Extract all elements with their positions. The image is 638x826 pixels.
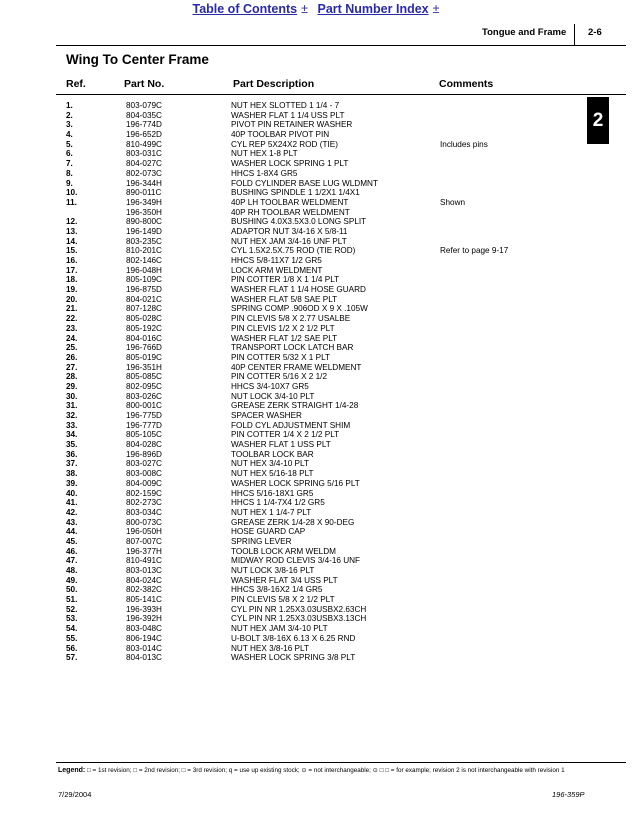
- row-ref: 31.: [66, 401, 78, 411]
- row-comment: Refer to page 9-17: [440, 246, 509, 256]
- row-description: NUT HEX JAM 3/4-16 UNF PLT: [231, 236, 347, 246]
- table-row: [0, 508, 638, 518]
- row-ref: 27.: [66, 362, 78, 372]
- table-row: [0, 237, 638, 247]
- table-row: [0, 382, 638, 392]
- row-ref: 41.: [66, 498, 78, 508]
- row-ref: 16.: [66, 256, 78, 265]
- row-ref: 4.: [66, 130, 73, 140]
- table-row: [0, 111, 638, 121]
- row-part-number: 804-021C: [126, 294, 162, 304]
- row-ref: 17.: [66, 265, 78, 275]
- row-ref: 36.: [66, 449, 78, 459]
- row-ref: 53.: [66, 614, 78, 624]
- row-ref: 20.: [66, 294, 78, 304]
- row-ref: 32.: [66, 411, 78, 420]
- table-row: [0, 353, 638, 363]
- table-row: [0, 227, 638, 237]
- row-part-number: 196-652D: [126, 130, 162, 140]
- row-description: SPACER WASHER: [231, 411, 302, 420]
- row-ref: 47.: [66, 556, 78, 566]
- row-ref: 5.: [66, 139, 73, 149]
- row-ref: 49.: [66, 575, 78, 585]
- table-row: [0, 411, 638, 421]
- row-description: NUT HEX 1 1/4-7 PLT: [231, 507, 312, 517]
- table-row: [0, 324, 638, 334]
- row-part-number: 802-146C: [126, 256, 162, 265]
- row-ref: 22.: [66, 314, 78, 324]
- row-part-number: 805-109C: [126, 275, 162, 285]
- table-row: [0, 372, 638, 382]
- table-row: [0, 169, 638, 179]
- row-description: PIN COTTER 5/32 X 1 PLT: [231, 352, 331, 362]
- row-description: TOOLBAR LOCK BAR: [231, 449, 314, 459]
- table-row: [0, 149, 638, 159]
- row-ref: 28.: [66, 372, 78, 382]
- table-row: [0, 430, 638, 440]
- row-ref: 7.: [66, 159, 73, 169]
- row-part-number: 803-014C: [126, 643, 162, 653]
- table-row: [0, 556, 638, 566]
- row-part-number: 196-149D: [126, 226, 162, 236]
- table-row: [0, 576, 638, 586]
- row-ref: 21.: [66, 304, 78, 314]
- row-ref: 24.: [66, 333, 78, 343]
- table-row: [0, 479, 638, 489]
- row-part-number: 805-141C: [126, 595, 162, 605]
- row-description: PIN COTTER 5/16 X 2 1/2: [231, 372, 328, 382]
- table-row: [0, 246, 638, 256]
- part-number-index-link[interactable]: Part Number Index: [317, 2, 429, 16]
- row-part-number: 804-027C: [126, 159, 162, 169]
- row-part-number: 196-875D: [126, 285, 162, 295]
- plus-minus-icon[interactable]: ±: [301, 2, 308, 16]
- table-row: [0, 188, 638, 198]
- row-part-number: 196-344H: [126, 178, 162, 188]
- row-description: WASHER FLAT 5/8 SAE PLT: [231, 294, 338, 304]
- table-row: [0, 421, 638, 431]
- row-description: PIN COTTER 1/8 X 1 1/4 PLT: [231, 275, 340, 285]
- row-part-number: 802-073C: [126, 168, 162, 178]
- table-row: [0, 314, 638, 324]
- row-description: MIDWAY ROD CLEVIS 3/4-16 UNF: [231, 556, 361, 566]
- row-part-number: 802-382C: [126, 585, 162, 595]
- row-part-number: 890-011C: [126, 188, 162, 198]
- bottom-rule: [56, 762, 626, 763]
- row-part-number: 800-073C: [126, 517, 162, 527]
- row-part-number: 805-019C: [126, 352, 162, 362]
- column-header-comments: Comments: [439, 78, 494, 90]
- row-ref: 48.: [66, 566, 78, 575]
- row-ref: 51.: [66, 595, 78, 605]
- parts-table: [0, 101, 638, 663]
- row-ref: 30.: [66, 391, 78, 401]
- row-part-number: 810-491C: [126, 556, 162, 566]
- row-ref: 37.: [66, 459, 78, 469]
- row-description: 40P CENTER FRAME WELDMENT: [231, 362, 362, 372]
- row-part-number: 805-192C: [126, 323, 162, 333]
- row-comment: Includes pins: [440, 139, 488, 149]
- row-part-number: 196-351H: [126, 362, 162, 372]
- row-ref: 9.: [66, 178, 73, 188]
- legend-text: □ = 1st revision; □ = 2nd revision; □ = 3rd revision; q = use up existing stock; ⊙ = not interchangeable; ⊙ □ □ = for example; revision 2 is not interchangeable with revision 1: [86, 767, 565, 774]
- row-part-number: 196-377H: [126, 546, 162, 556]
- row-ref: 23.: [66, 323, 78, 333]
- row-description: PIN COTTER 1/4 X 2 1/2 PLT: [231, 430, 340, 440]
- row-description: SPRING LEVER: [231, 536, 292, 546]
- table-row: [0, 595, 638, 605]
- row-description: HHCS 5/8-11X7 1/2 GR5: [231, 256, 322, 265]
- row-description: BUSHING 4.0X3.5X3.0 LONG SPLIT: [231, 217, 367, 227]
- row-ref: 14.: [66, 236, 78, 246]
- column-header-ref: Ref.: [66, 78, 86, 90]
- table-row: [0, 334, 638, 344]
- table-row: [0, 256, 638, 266]
- row-ref: 19.: [66, 285, 78, 295]
- row-description: WASHER FLAT 1 1/4 USS PLT: [231, 110, 345, 120]
- table-row: [0, 101, 638, 111]
- row-ref: 55.: [66, 633, 78, 643]
- row-description: 40P TOOLBAR PIVOT PIN: [231, 130, 330, 140]
- row-description: BUSHING SPINDLE 1 1/2X1 1/4X1: [231, 188, 360, 198]
- row-ref: 26.: [66, 352, 78, 362]
- row-description: FOLD CYL ADJUSTMENT SHIM: [231, 420, 351, 430]
- section-tab: 2: [587, 97, 609, 144]
- row-ref: 54.: [66, 624, 78, 634]
- row-description: NUT LOCK 3/4-10 PLT: [231, 391, 315, 401]
- table-row: [0, 159, 638, 169]
- row-description: NUT HEX 1-8 PLT: [231, 149, 298, 159]
- row-ref: 56.: [66, 643, 78, 653]
- table-row: [0, 304, 638, 314]
- row-ref: 11.: [66, 197, 77, 207]
- table-row: [0, 285, 638, 295]
- row-part-number: 805-105C: [126, 430, 162, 440]
- row-description: SPRING COMP .906OD X 9 X .105W: [231, 304, 368, 314]
- top-rule: [56, 45, 626, 46]
- table-row: [0, 605, 638, 615]
- row-description: HHCS 5/16-18X1 GR5: [231, 488, 314, 498]
- row-ref: 29.: [66, 381, 78, 391]
- row-part-number: 804-035C: [126, 110, 162, 120]
- row-description: GREASE ZERK 1/4-28 X 90-DEG: [231, 517, 355, 527]
- row-ref: 18.: [66, 275, 78, 285]
- row-part-number: 196-774D: [126, 120, 162, 130]
- row-description: PIN CLEVIS 5/8 X 2.77 USALBE: [231, 314, 351, 324]
- table-row: [0, 140, 638, 150]
- table-row: [0, 363, 638, 373]
- table-row: [0, 547, 638, 557]
- row-part-number: 803-026C: [126, 391, 162, 401]
- row-ref: 43.: [66, 517, 78, 527]
- row-part-number: 802-095C: [126, 381, 162, 391]
- header-rule: [56, 94, 626, 95]
- table-row: [0, 275, 638, 285]
- row-description: FOLD CYLINDER BASE LUG WLDMNT: [231, 178, 378, 188]
- row-part-number: 807-128C: [126, 304, 162, 314]
- row-part-number: 802-273C: [126, 498, 162, 508]
- column-header-description: Part Description: [233, 78, 315, 90]
- row-comment: Shown: [440, 197, 466, 207]
- row-part-number: 804-024C: [126, 575, 162, 585]
- table-row: [0, 343, 638, 353]
- column-header-part-no: Part No.: [124, 78, 165, 90]
- row-ref: 57.: [66, 653, 78, 663]
- table-row: [0, 208, 638, 218]
- row-ref: 44.: [66, 527, 78, 537]
- row-description: HHCS 1-8X4 GR5: [231, 168, 298, 178]
- row-description: NUT HEX JAM 3/4-10 PLT: [231, 624, 328, 634]
- row-description: HHCS 3/8-16X2 1/4 GR5: [231, 585, 323, 595]
- row-description: U-BOLT 3/8-16X 6.13 X 6.25 RND: [231, 633, 356, 643]
- row-description: PIN CLEVIS 1/2 X 2 1/2 PLT: [231, 323, 335, 333]
- row-part-number: 802-159C: [126, 488, 162, 498]
- row-part-number: 810-499C: [126, 139, 162, 149]
- row-part-number: 196-775D: [126, 411, 162, 420]
- table-row: [0, 469, 638, 479]
- row-part-number: 803-027C: [126, 459, 162, 469]
- table-row: [0, 130, 638, 140]
- row-part-number: 196-766D: [126, 343, 162, 353]
- table-row: [0, 217, 638, 227]
- row-part-number: 890-800C: [126, 217, 162, 227]
- row-description: WASHER FLAT 1/2 SAE PLT: [231, 333, 338, 343]
- table-row: [0, 401, 638, 411]
- row-description: LOCK ARM WELDMENT: [231, 265, 323, 275]
- row-description: CYL 1.5X2.5X.75 ROD (TIE ROD): [231, 246, 356, 256]
- row-description: TRANSPORT LOCK LATCH BAR: [231, 343, 354, 353]
- row-description: NUT HEX 3/4-10 PLT: [231, 459, 309, 469]
- row-part-number: 805-028C: [126, 314, 162, 324]
- row-description: 40P RH TOOLBAR WELDMENT: [231, 207, 350, 217]
- row-description: WASHER FLAT 1 1/4 HOSE GUARD: [231, 285, 366, 295]
- row-part-number: 196-777D: [126, 420, 162, 430]
- footer-date: 7/29/2004: [58, 790, 92, 799]
- section-title: Tongue and Frame: [482, 27, 567, 38]
- row-part-number: 804-013C: [126, 653, 162, 663]
- row-ref: 2.: [66, 110, 73, 120]
- row-description: GREASE ZERK STRAIGHT 1/4-28: [231, 401, 359, 411]
- row-ref: 45.: [66, 536, 78, 546]
- row-part-number: 804-028C: [126, 440, 162, 450]
- row-part-number: 803-048C: [126, 624, 162, 634]
- row-description: CYL REP 5X24X2 ROD (TIE): [231, 139, 338, 149]
- table-row: [0, 566, 638, 576]
- row-description: 40P LH TOOLBAR WELDMENT: [231, 197, 349, 207]
- table-row: [0, 518, 638, 528]
- table-row: [0, 459, 638, 469]
- table-row: [0, 295, 638, 305]
- row-description: WASHER FLAT 1 USS PLT: [231, 440, 331, 450]
- row-part-number: 804-016C: [126, 333, 162, 343]
- row-part-number: 807-007C: [126, 536, 162, 546]
- row-ref: 15.: [66, 246, 78, 256]
- table-row: [0, 527, 638, 537]
- row-part-number: 803-031C: [126, 149, 162, 159]
- legend: [58, 767, 565, 774]
- row-part-number: 196-349H: [126, 197, 162, 207]
- top-navigation: [0, 2, 638, 16]
- table-row: [0, 440, 638, 450]
- footer-doc-code: 196-359P: [552, 790, 585, 799]
- row-description: WASHER LOCK SPRING 3/8 PLT: [231, 653, 356, 663]
- table-row: [0, 120, 638, 130]
- row-description: HHCS 1 1/4-7X4 1/2 GR5: [231, 498, 325, 508]
- row-description: TOOLB LOCK ARM WELDM: [231, 546, 336, 556]
- row-part-number: 803-008C: [126, 469, 162, 479]
- row-part-number: 803-013C: [126, 566, 162, 575]
- row-description: WASHER LOCK SPRING 5/16 PLT: [231, 478, 360, 488]
- row-description: HHCS 3/4-10X7 GR5: [231, 381, 309, 391]
- row-description: PIN CLEVIS 5/8 X 2 1/2 PLT: [231, 595, 335, 605]
- row-ref: 38.: [66, 469, 78, 479]
- row-ref: 35.: [66, 440, 78, 450]
- row-ref: 1.: [66, 101, 73, 110]
- row-description: NUT LOCK 3/8-16 PLT: [231, 566, 315, 575]
- table-row: [0, 392, 638, 402]
- row-part-number: 804-009C: [126, 478, 162, 488]
- row-ref: 40.: [66, 488, 78, 498]
- row-ref: 42.: [66, 507, 78, 517]
- row-description: HOSE GUARD CAP: [231, 527, 306, 537]
- table-row: [0, 498, 638, 508]
- row-description: NUT HEX SLOTTED 1 1/4 - 7: [231, 101, 340, 110]
- row-part-number: 803-235C: [126, 236, 162, 246]
- row-description: CYL PIN NR 1.25X3.03USBX2.63CH: [231, 604, 367, 614]
- row-description: NUT HEX 5/16-18 PLT: [231, 469, 314, 479]
- row-ref: 33.: [66, 420, 78, 430]
- row-part-number: 196-048H: [126, 265, 162, 275]
- row-ref: 8.: [66, 168, 73, 178]
- row-ref: 46.: [66, 546, 78, 556]
- table-row: [0, 624, 638, 634]
- row-description: WASHER FLAT 3/4 USS PLT: [231, 575, 338, 585]
- table-row: [0, 266, 638, 276]
- row-part-number: 196-050H: [126, 527, 162, 537]
- legend-label: Legend:: [58, 767, 86, 774]
- row-ref: 13.: [66, 226, 78, 236]
- table-row: [0, 614, 638, 624]
- row-description: ADAPTOR NUT 3/4-16 X 5/8-11: [231, 226, 348, 236]
- plus-minus-icon[interactable]: ±: [432, 2, 440, 16]
- row-part-number: 806-194C: [126, 633, 162, 643]
- row-part-number: 196-392H: [126, 614, 162, 624]
- row-ref: 50.: [66, 585, 78, 595]
- header-divider: [574, 24, 575, 46]
- table-row: [0, 179, 638, 189]
- row-ref: 10.: [66, 188, 78, 198]
- table-row: [0, 489, 638, 499]
- row-part-number: 196-350H: [126, 207, 162, 217]
- row-ref: 52.: [66, 604, 78, 614]
- page-title: Wing To Center Frame: [66, 52, 209, 67]
- table-row: [0, 585, 638, 595]
- row-description: WASHER LOCK SPRING 1 PLT: [231, 159, 349, 169]
- table-row: [0, 537, 638, 547]
- row-part-number: 810-201C: [126, 246, 162, 256]
- row-part-number: 196-896D: [126, 449, 162, 459]
- table-of-contents-link[interactable]: Table of Contents: [192, 2, 298, 16]
- row-part-number: 196-393H: [126, 604, 162, 614]
- row-part-number: 803-079C: [126, 101, 162, 110]
- table-row: [0, 634, 638, 644]
- row-part-number: 805-085C: [126, 372, 162, 382]
- table-row: [0, 653, 638, 663]
- row-description: NUT HEX 3/8-16 PLT: [231, 643, 309, 653]
- row-part-number: 800-001C: [126, 401, 162, 411]
- row-ref: 39.: [66, 478, 78, 488]
- page-number: 2-6: [588, 27, 602, 38]
- row-ref: 6.: [66, 149, 73, 159]
- row-description: CYL PIN NR 1.25X3.03USBX3.13CH: [231, 614, 367, 624]
- table-row: [0, 450, 638, 460]
- row-ref: 25.: [66, 343, 78, 353]
- row-description: PIVOT PIN RETAINER WASHER: [231, 120, 353, 130]
- row-ref: 34.: [66, 430, 78, 440]
- table-row: [0, 198, 638, 208]
- table-row: [0, 644, 638, 654]
- row-ref: 12.: [66, 217, 78, 227]
- row-ref: 3.: [66, 120, 73, 130]
- row-part-number: 803-034C: [126, 507, 162, 517]
